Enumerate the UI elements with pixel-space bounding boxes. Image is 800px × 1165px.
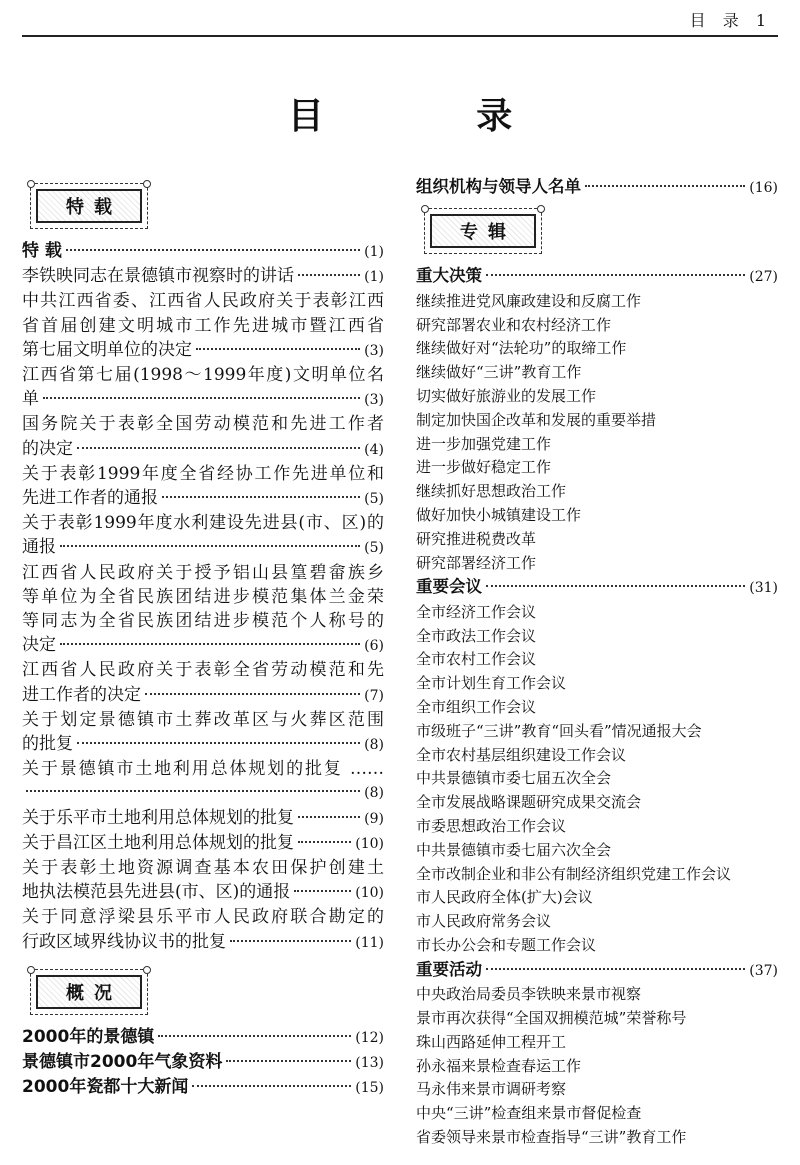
leader-dots xyxy=(192,1085,351,1087)
toc-sub-item[interactable]: 市人民政府常务会议 xyxy=(416,912,552,931)
toc-entry[interactable] xyxy=(22,856,384,905)
banner-special-label: 特载 xyxy=(36,189,142,223)
toc-page: (16) xyxy=(749,180,778,196)
toc-entry-line: 省首届创建文明城市工作先进城市暨江西省 xyxy=(22,315,384,336)
leader-dots xyxy=(486,968,745,970)
toc-entry-line: 等同志为全省民族团结进步模范个人称号的 xyxy=(22,611,384,632)
toc-entry[interactable] xyxy=(22,561,384,659)
toc-sub-item[interactable]: 继续抓好思想政治工作 xyxy=(416,482,567,501)
toc-entry-last-line xyxy=(22,806,384,831)
toc-entry-line: 国务院关于表彰全国劳动模范和先进工作者 xyxy=(22,414,384,435)
toc-entry[interactable] xyxy=(22,658,384,707)
toc-sub-item[interactable]: 全市政法工作会议 xyxy=(416,626,537,645)
toc-section-special[interactable] xyxy=(22,239,384,264)
toc-page: (11) xyxy=(355,934,384,951)
left-entries-list xyxy=(22,264,384,955)
leader-dots xyxy=(26,790,360,792)
toc-page: (10) xyxy=(355,835,384,852)
toc-sub-item[interactable]: 市长办公会和专题工作会议 xyxy=(416,935,597,954)
toc-entry-text: 的批复 xyxy=(22,734,73,755)
toc-entry[interactable] xyxy=(22,708,384,757)
toc-sub-item[interactable]: 市级班子“三讲”教育“回头看”情况通报大会 xyxy=(416,721,702,740)
toc-sub-item[interactable]: 研究部署经济工作 xyxy=(416,553,537,572)
toc-overview-entry[interactable] xyxy=(22,1025,384,1050)
toc-page: (9) xyxy=(364,810,384,827)
toc-sub-item[interactable]: 中央“三讲”检查组来景市督促检查 xyxy=(416,1104,642,1123)
top-rule xyxy=(22,35,778,37)
toc-entry-text: 重要会议 xyxy=(416,577,482,597)
banner-special-edition xyxy=(424,208,542,254)
toc-entry-last-line xyxy=(22,264,384,289)
toc-sub-item[interactable]: 孙永福来景检查春运工作 xyxy=(416,1056,582,1075)
toc-sub-item[interactable]: 全市改制企业和非公有制经济组织党建工作会议 xyxy=(416,864,732,883)
toc-sub-item[interactable]: 研究部署农业和农村经济工作 xyxy=(416,315,612,334)
toc-page: (1) xyxy=(364,269,384,286)
toc-section-heading[interactable] xyxy=(416,575,778,600)
leader-dots xyxy=(230,940,351,942)
toc-sub-item[interactable]: 研究推进税费改革 xyxy=(416,529,537,548)
leader-dots xyxy=(298,274,360,276)
toc-page: (5) xyxy=(364,491,384,508)
toc-entry-text: 2000年瓷都十大新闻 xyxy=(22,1077,189,1098)
toc-entry-line: 中共江西省委、江西省人民政府关于表彰江西 xyxy=(22,291,384,312)
toc-entry-line: 江西省人民政府关于表彰全省劳动模范和先 xyxy=(22,660,384,681)
toc-entry-line: 江西省第七届(1998～1999年度)文明单位名 xyxy=(22,365,384,386)
leader-dots xyxy=(158,1035,351,1037)
page-title: 目 录 xyxy=(287,96,583,137)
toc-entry[interactable] xyxy=(22,289,384,363)
toc-entry[interactable] xyxy=(22,905,384,954)
toc-section-heading[interactable] xyxy=(416,958,778,983)
toc-section-heading[interactable] xyxy=(416,264,778,289)
overview-list xyxy=(22,1025,384,1101)
toc-page: (7) xyxy=(364,687,384,704)
toc-page: (8) xyxy=(364,785,384,802)
toc-entry-last-line xyxy=(22,781,384,805)
leader-dots xyxy=(486,274,745,276)
toc-entry-text: 的决定 xyxy=(22,438,73,459)
toc-page: (3) xyxy=(364,342,384,359)
toc-section-title: 组织机构与领导人名单 xyxy=(416,177,581,196)
toc-entry-text: 进工作者的决定 xyxy=(22,684,141,705)
toc-sub-item[interactable]: 做好加快小城镇建设工作 xyxy=(416,505,582,524)
toc-entry-line: 关于表彰1999年度全省经协工作先进单位和 xyxy=(22,463,384,484)
toc-entry[interactable] xyxy=(22,757,384,805)
leader-dots xyxy=(298,841,351,843)
right-sections-list xyxy=(416,264,778,1149)
banner-overview-label: 概况 xyxy=(36,975,142,1009)
toc-page: (4) xyxy=(364,441,384,458)
toc-entry-text: 关于昌江区土地利用总体规划的批复 xyxy=(22,832,294,853)
toc-entry-last-line xyxy=(22,831,384,856)
leader-dots xyxy=(77,447,360,449)
toc-sub-item[interactable]: 中央政治局委员李铁映来景市视察 xyxy=(416,985,642,1004)
toc-sub-item[interactable]: 继续做好对“法轮功”的取缔工作 xyxy=(416,339,627,358)
toc-page: (13) xyxy=(355,1055,384,1072)
toc-page: (12) xyxy=(355,1029,384,1046)
leader-dots xyxy=(60,643,360,645)
leader-dots xyxy=(196,348,360,350)
toc-entry-line: 关于表彰1999年度水利建设先进县(市、区)的 xyxy=(22,513,384,534)
toc-entry[interactable] xyxy=(22,511,384,560)
leader-dots xyxy=(486,585,745,587)
toc-entry-last-line xyxy=(22,437,384,462)
toc-overview-entry[interactable] xyxy=(22,1075,384,1100)
toc-page: (5) xyxy=(364,540,384,557)
toc-sub-item[interactable]: 继续推进党风廉政建设和反腐工作 xyxy=(416,291,642,310)
leader-dots xyxy=(226,1060,351,1062)
toc-sub-item[interactable]: 市人民政府全体(扩大)会议 xyxy=(416,888,593,907)
leader-dots xyxy=(43,397,360,399)
toc-entry-line: 关于景德镇市土地利用总体规划的批复 …… xyxy=(22,759,384,780)
toc-sub-item[interactable]: 全市经济工作会议 xyxy=(416,602,537,621)
toc-sub-item[interactable]: 全市农村工作会议 xyxy=(416,650,537,669)
toc-entry[interactable] xyxy=(22,264,384,289)
toc-entry-line: 关于表彰土地资源调查基本农田保护创建土 xyxy=(22,858,384,879)
leader-dots xyxy=(60,545,360,547)
toc-entry-text: 地执法模范县先进县(市、区)的通报 xyxy=(22,882,291,903)
toc-entry-last-line xyxy=(22,683,384,708)
toc-page: (1) xyxy=(364,244,384,260)
toc-sub-item[interactable]: 珠山西路延伸工程开工 xyxy=(416,1032,567,1051)
toc-page: (15) xyxy=(355,1080,384,1097)
toc-entry[interactable] xyxy=(22,363,384,412)
toc-sub-item[interactable]: 省委领导来景市检查指导“三讲”教育工作 xyxy=(416,1127,687,1146)
toc-entry-text: 重要活动 xyxy=(416,959,482,979)
toc-section-title: 特 载 xyxy=(22,241,62,261)
toc-sub-item[interactable]: 继续做好“三讲”教育工作 xyxy=(416,363,582,382)
toc-entry-text: 先进工作者的通报 xyxy=(22,488,158,509)
toc-entry-text: 关于乐平市土地利用总体规划的批复 xyxy=(22,807,294,828)
leader-dots xyxy=(145,693,360,695)
toc-sub-item[interactable]: 切实做好旅游业的发展工作 xyxy=(416,387,597,405)
toc-sub-item[interactable]: 制定加快国企改革和发展的重要举措 xyxy=(416,410,657,429)
toc-entry-last-line xyxy=(22,338,384,363)
toc-entry-text: 景德镇市2000年气象资料 xyxy=(22,1052,223,1073)
toc-page: (8) xyxy=(364,737,384,754)
running-head: 目 录 1 xyxy=(689,11,772,30)
toc-entry-text: 行政区域界线协议书的批复 xyxy=(22,931,226,952)
toc-entry-line: 关于划定景德镇市土葬改革区与火葬区范围 xyxy=(22,709,384,730)
toc-page: (27) xyxy=(749,269,778,286)
leader-dots xyxy=(162,496,360,498)
toc-entry-line: 关于同意浮梁县乐平市人民政府联合勘定的 xyxy=(22,907,384,928)
toc-overview-entry[interactable] xyxy=(22,1050,384,1075)
leader-dots xyxy=(294,890,351,892)
leader-dots xyxy=(298,816,360,818)
banner-special-edition-label: 专辑 xyxy=(430,214,536,248)
toc-page: (10) xyxy=(355,885,384,902)
toc-entry-last-line xyxy=(22,732,384,757)
leader-dots xyxy=(66,249,360,251)
toc-entry[interactable] xyxy=(22,412,384,461)
toc-sub-item[interactable]: 全市组织工作会议 xyxy=(416,697,537,716)
toc-entry-line: 江西省人民政府关于授予铝山县篁碧畲族乡 xyxy=(22,562,384,583)
toc-sub-item[interactable]: 全市发展战略课题研究成果交流会 xyxy=(416,793,642,812)
toc-entry-last-line xyxy=(22,930,384,955)
toc-entry[interactable] xyxy=(22,831,384,856)
toc-entry-text: 李铁映同志在景德镇市视察时的讲话 xyxy=(22,266,294,287)
right-column xyxy=(416,175,778,1150)
toc-sub-item[interactable]: 市委思想政治工作会议 xyxy=(416,816,567,835)
toc-entry[interactable] xyxy=(22,806,384,831)
banner-special xyxy=(30,183,148,229)
leader-dots xyxy=(585,185,745,187)
toc-entry-last-line xyxy=(22,880,384,905)
toc-sub-item[interactable]: 全市农村基层组织建设工作会议 xyxy=(416,745,627,764)
toc-entry-text: 通报 xyxy=(22,537,56,558)
toc-sub-item[interactable]: 进一步加强党建工作 xyxy=(416,434,552,453)
toc-sub-item[interactable]: 景市再次获得“全国双拥模范城”荣誉称号 xyxy=(416,1008,687,1027)
toc-page: (6) xyxy=(364,638,384,655)
toc-entry[interactable] xyxy=(22,462,384,511)
toc-entry-last-line xyxy=(22,633,384,658)
toc-entry-text: 第七届文明单位的决定 xyxy=(22,339,192,360)
toc-sub-item[interactable]: 马永伟来景市调研考察 xyxy=(416,1080,567,1099)
toc-entry-line: 等单位为全省民族团结进步模范集体兰金荣 xyxy=(22,586,384,607)
toc-page: (31) xyxy=(749,580,778,597)
toc-org-entry[interactable] xyxy=(416,175,778,200)
toc-sub-item[interactable]: 中共景德镇市委七届六次全会 xyxy=(416,840,612,859)
toc-entry-text: 2000年的景德镇 xyxy=(22,1026,155,1047)
toc-sub-item[interactable]: 进一步做好稳定工作 xyxy=(416,458,552,477)
toc-entry-last-line xyxy=(22,535,384,560)
toc-sub-item[interactable]: 全市计划生育工作会议 xyxy=(416,674,567,693)
toc-page: (37) xyxy=(749,962,778,979)
leader-dots xyxy=(77,742,360,744)
left-column xyxy=(22,175,384,1101)
toc-sub-item[interactable]: 中共景德镇市委七届五次全会 xyxy=(416,769,612,788)
toc-entry-text: 决定 xyxy=(22,635,56,656)
toc-entry-text: 单 xyxy=(22,389,39,410)
toc-page: (3) xyxy=(364,392,384,409)
toc-entry-last-line xyxy=(22,387,384,412)
toc-entry-last-line xyxy=(22,486,384,511)
toc-entry-text: 重大决策 xyxy=(416,266,482,286)
banner-overview xyxy=(30,969,148,1015)
